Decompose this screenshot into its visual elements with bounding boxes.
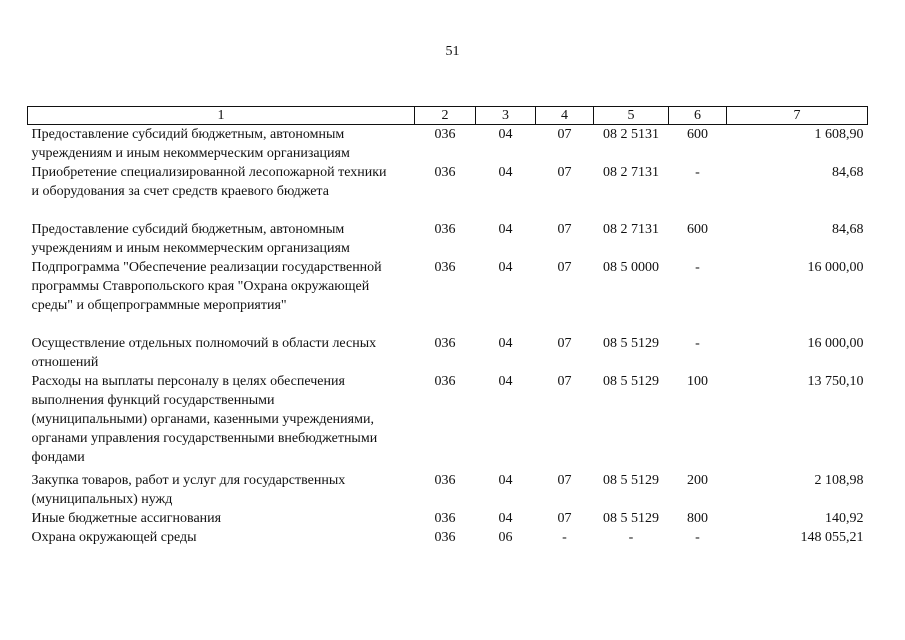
table-row <box>28 334 868 372</box>
section-code: 04 <box>498 127 513 142</box>
expense-name-line: Предоставление субсидий бюджетным, автономным <box>31 222 345 237</box>
expense-name-line: (муниципальных) нужд <box>31 492 173 507</box>
target-article-code: 08 5 5129 <box>603 336 659 351</box>
expense-name-line: Расходы на выплаты персоналу в целях обеспечения <box>31 374 345 389</box>
amount: 84,68 <box>832 165 864 180</box>
amount: 2 108,98 <box>814 473 864 488</box>
table-row <box>28 220 868 258</box>
expense-name <box>28 509 415 528</box>
expense-name <box>28 334 415 372</box>
target-article-code: 08 2 7131 <box>603 165 659 180</box>
expense-name-line: Предоставление субсидий бюджетным, автономным <box>31 127 345 142</box>
expense-name-line: учреждениям и иным некоммерческим организациям <box>31 241 350 256</box>
ministry-code: 036 <box>434 127 456 142</box>
section-code: 04 <box>498 374 513 389</box>
target-article-code: 08 2 5131 <box>603 127 659 142</box>
section-code: 04 <box>498 222 513 237</box>
table-row <box>28 528 868 547</box>
expense-name-line: программы Ставропольского края "Охрана окружающей <box>31 279 370 294</box>
target-article-code: 08 5 0000 <box>603 260 659 275</box>
subsection-code: 07 <box>557 165 572 180</box>
ministry-code: 036 <box>434 374 456 389</box>
subsection-code: 07 <box>557 473 572 488</box>
ministry-code: 036 <box>434 336 456 351</box>
ministry-code: 036 <box>434 222 456 237</box>
table-row <box>28 372 868 467</box>
target-article-code: 08 5 5129 <box>603 374 659 389</box>
expense-type-code: 100 <box>687 374 708 389</box>
expense-name-line: органами управления государственными внебюджетными <box>31 431 378 446</box>
target-article-code: 08 5 5129 <box>603 473 659 488</box>
table-row <box>28 258 868 315</box>
row-spacer <box>28 201 868 220</box>
ministry-code: 036 <box>434 260 456 275</box>
expense-name-line: среды" и общепрограммные мероприятия" <box>31 298 287 313</box>
section-code: 04 <box>498 336 513 351</box>
expense-name <box>28 163 415 201</box>
subsection-code: 07 <box>557 260 572 275</box>
amount: 13 750,10 <box>807 374 864 389</box>
expense-name-line: Подпрограмма "Обеспечение реализации государственной <box>31 260 382 275</box>
target-article-code: 08 2 7131 <box>603 222 659 237</box>
column-header: 1 <box>28 107 415 125</box>
subsection-code: 07 <box>557 336 572 351</box>
column-header: 6 <box>669 107 727 125</box>
expense-name <box>28 528 415 547</box>
table-row <box>28 125 868 164</box>
subsection-code: 07 <box>557 374 572 389</box>
expense-name <box>28 220 415 258</box>
amount: 148 055,21 <box>800 530 864 545</box>
expense-type-code: - <box>695 260 700 275</box>
expense-name <box>28 471 415 509</box>
target-article-code: 08 5 5129 <box>603 511 659 526</box>
subsection-code: 07 <box>557 127 572 142</box>
expense-name-line: (муниципальными) органами, казенными учреждениями, <box>31 412 374 427</box>
expense-name <box>28 125 415 164</box>
ministry-code: 036 <box>434 511 456 526</box>
expense-name-line: Охрана окружающей среды <box>31 530 197 545</box>
expense-type-code: 200 <box>687 473 708 488</box>
target-article-code: - <box>628 530 634 545</box>
expense-name <box>28 372 415 467</box>
page-number: 51 <box>445 44 460 59</box>
expense-type-code: - <box>695 530 700 545</box>
column-header: 5 <box>594 107 669 125</box>
ministry-code: 036 <box>434 530 456 545</box>
expense-name-line: Осуществление отдельных полномочий в области лесных <box>31 336 377 351</box>
section-code: 06 <box>498 530 513 545</box>
header-row <box>28 107 868 125</box>
ministry-code: 036 <box>434 165 456 180</box>
subsection-code: 07 <box>557 511 572 526</box>
expense-name-line: и оборудования за счет средств краевого бюджета <box>31 184 329 199</box>
subsection-code: 07 <box>557 222 572 237</box>
expense-name-line: Приобретение специализированной лесопожарной техники <box>31 165 387 180</box>
expense-name-line: учреждениям и иным некоммерческим организациям <box>31 146 350 161</box>
section-code: 04 <box>498 260 513 275</box>
column-header: 7 <box>727 107 868 125</box>
expense-name-line: отношений <box>31 355 99 370</box>
section-code: 04 <box>498 473 513 488</box>
section-code: 04 <box>498 511 513 526</box>
column-header: 4 <box>536 107 594 125</box>
table-row <box>28 509 868 528</box>
budget-table <box>27 106 868 547</box>
expense-type-code: 600 <box>687 222 708 237</box>
subsection-code: - <box>562 530 567 545</box>
amount: 84,68 <box>832 222 864 237</box>
column-header: 2 <box>415 107 476 125</box>
expense-type-code: 600 <box>687 127 708 142</box>
expense-name-line: Иные бюджетные ассигнования <box>31 511 222 526</box>
expense-type-code: 800 <box>687 511 708 526</box>
ministry-code: 036 <box>434 473 456 488</box>
amount: 16 000,00 <box>807 260 864 275</box>
amount: 16 000,00 <box>807 336 864 351</box>
expense-name <box>28 258 415 315</box>
table-row <box>28 163 868 201</box>
row-spacer <box>28 315 868 334</box>
expense-name-line: выполнения функций государственными <box>31 393 275 408</box>
expense-name-line: фондами <box>31 450 85 465</box>
column-header: 3 <box>476 107 536 125</box>
section-code: 04 <box>498 165 513 180</box>
amount: 1 608,90 <box>814 127 864 142</box>
table-row <box>28 471 868 509</box>
amount: 140,92 <box>825 511 864 526</box>
expense-type-code: - <box>695 165 700 180</box>
expense-name-line: Закупка товаров, работ и услуг для государственных <box>31 473 346 488</box>
expense-type-code: - <box>695 336 700 351</box>
